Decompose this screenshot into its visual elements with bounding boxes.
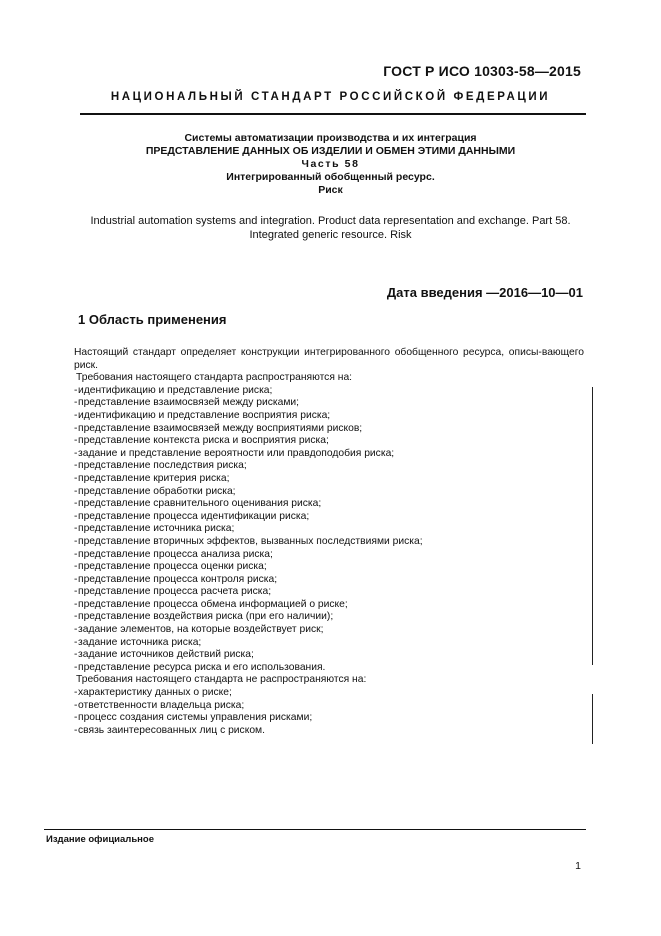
list-item [74,586,584,599]
bullet-dash: - [74,561,78,573]
list-item [74,473,584,486]
list-item [74,637,584,650]
bullet-dash: - [74,724,78,736]
list-item [74,536,584,549]
list-item-text: связь заинтересованных лиц с риском. [78,724,265,736]
bullet-dash: - [74,422,78,434]
list-item-text: задание элементов, на которые воздействует риск; [78,624,324,636]
english-title-line-1: Industrial automation systems and integration. Product data representation and exchange. Part 58. [90,215,571,227]
list-item-text: представление взаимосвязей между рисками; [78,397,300,409]
bullet-dash: - [74,523,78,535]
list-item [74,385,584,398]
list-item-text: представление вторичных эффектов, вызванных последствиями риска; [78,535,423,547]
bullet-dash: - [74,498,78,510]
list-item [74,712,584,725]
list-item-text: представление процесса оценки риска; [78,561,267,573]
list-item-text: задание и представление вероятности или правдоподобия риска; [78,447,395,459]
english-title-line-2: Integrated generic resource. Risk [249,229,412,241]
change-bar [592,694,593,744]
list-item [74,687,584,700]
list-item-text: представление процесса анализа риска; [78,548,273,560]
list-item [74,498,584,511]
bullet-dash: - [74,573,78,585]
list-item [74,511,584,524]
edition-label: Издание официальное [46,834,154,845]
list-item [74,423,584,436]
list-item-text: представление процесса обмена информацией о риске; [78,598,348,610]
list-item-text: представление процесса контроля риска; [78,573,278,585]
list-item-text: представление источника риска; [78,523,235,535]
bullet-dash: - [74,447,78,459]
list-item [74,561,584,574]
list-item [74,574,584,587]
list-item-text: представление процесса идентификации риска; [78,510,310,522]
list-item-text: представление контекста риска и восприятия риска; [78,435,329,447]
bullet-dash: - [74,535,78,547]
list-item-text: представление сравнительного оценивания риска; [78,498,322,510]
title-line-2: ПРЕДСТАВЛЕНИЕ ДАННЫХ ОБ ИЗДЕЛИИ И ОБМЕН ЭТИМИ ДАННЫМИ [145,145,516,157]
list-item-text: представление процесса расчета риска; [78,586,272,598]
bullet-dash: - [74,624,78,636]
list-item [74,611,584,624]
list-item [74,397,584,410]
list-item-text: представление критерия риска; [78,472,230,484]
list-item [74,725,584,738]
bullet-dash: - [74,409,78,421]
bullet-dash: - [74,435,78,447]
list-item [74,486,584,499]
scope-paragraph: Настоящий стандарт определяет конструкции интегрированного обобщенного ресурса, описы-вающего риск. [74,347,584,371]
list-item [74,448,584,461]
document-code: ГОСТ Р ИСО 10303-58—2015 [383,63,581,79]
list-item [74,662,584,675]
header-divider [80,113,586,115]
list-item-text: задание источника риска; [78,636,202,648]
list-item-text: процесс создания системы управления рисками; [78,712,313,724]
not-applies-list [74,687,584,737]
bullet-dash: - [74,384,78,396]
bullet-dash: - [74,485,78,497]
title-line-4: Интегрированный обобщенный ресурс. [226,171,435,183]
bullet-dash: - [74,712,78,724]
title-part-number: Часть 58 [301,158,360,170]
bullet-dash: - [74,586,78,598]
list-item-text: задание источников действий риска; [78,649,254,661]
list-item [74,700,584,713]
applies-list [74,385,584,675]
not-applies-intro: Требования настоящего стандарта не распространяются на: [76,674,367,686]
section-body [74,347,584,737]
applies-intro: Требования настоящего стандарта распространяются на: [76,372,353,384]
change-bar [592,387,593,665]
bullet-dash: - [74,510,78,522]
bullet-dash: - [74,611,78,623]
list-item-text: представление воздействия риска (при его наличии); [78,611,334,623]
introduction-date: Дата введения —2016—10—01 [386,285,583,300]
section-heading: 1 Область применения [78,312,227,327]
page-number: 1 [575,860,581,872]
bullet-dash: - [74,687,78,699]
list-item [74,435,584,448]
bullet-dash: - [74,397,78,409]
list-item-text: ответственности владельца риска; [78,699,245,711]
bullet-dash: - [74,472,78,484]
list-item [74,549,584,562]
list-item [74,523,584,536]
bullet-dash: - [74,699,78,711]
list-item-text: представление взаимосвязей между восприятиями рисков; [78,422,363,434]
bullet-dash: - [74,649,78,661]
list-item [74,460,584,473]
list-item [74,649,584,662]
list-item-text: представление ресурса риска и его использования. [78,661,326,673]
bullet-dash: - [74,460,78,472]
bullet-dash: - [74,661,78,673]
list-item-text: представление обработки риска; [78,485,236,497]
title-line-5: Риск [318,184,343,196]
bullet-dash: - [74,598,78,610]
national-standard-heading: НАЦИОНАЛЬНЫЙ СТАНДАРТ РОССИЙСКОЙ ФЕДЕРАЦИИ [110,91,551,103]
list-item-text: идентификацию и представление риска; [78,384,273,396]
list-item [74,624,584,637]
list-item [74,599,584,612]
list-item-text: представление последствия риска; [78,460,247,472]
bullet-dash: - [74,636,78,648]
list-item [74,410,584,423]
list-item-text: характеристику данных о риске; [78,687,232,699]
footer-divider [44,829,586,830]
title-line-1: Системы автоматизации производства и их интеграция [184,132,477,144]
list-item-text: идентификацию и представление восприятия риска; [78,409,331,421]
bullet-dash: - [74,548,78,560]
